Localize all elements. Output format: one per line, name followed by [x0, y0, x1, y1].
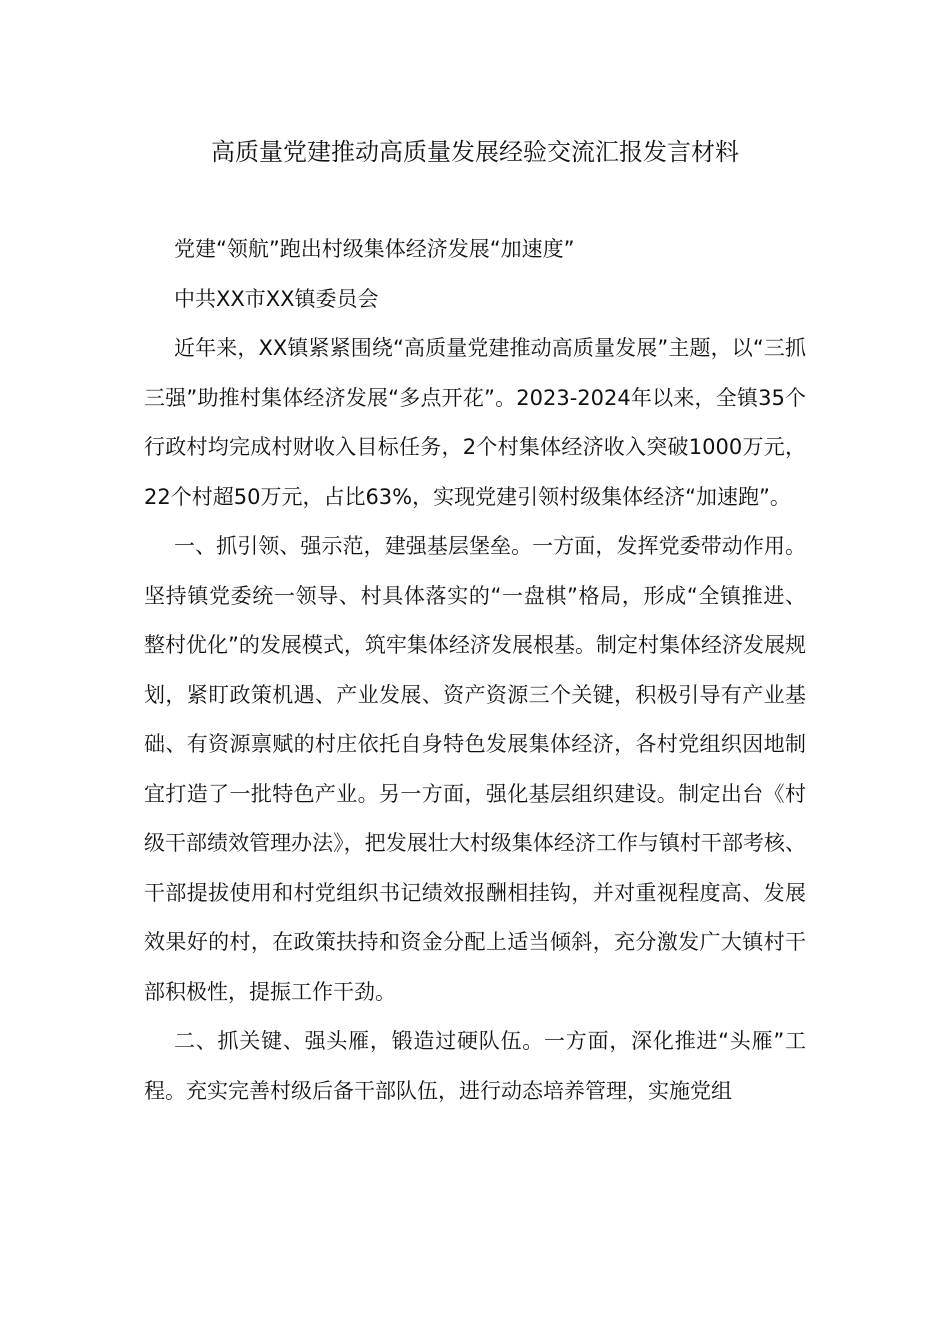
document-body: [144, 225, 806, 1116]
paragraph: 二、抓关键、强头雁，锻造过硬队伍。一方面，深化推进“头雁”工程。充实完善村级后备干部队伍，进行动态培养管理，实施党组: [144, 1029, 806, 1103]
paragraph: 一、抓引领、强示范，建强基层堡垒。一方面，发挥党委带动作用。坚持镇党委统一领导、村具体落实的“一盘棋”格局，形成“全镇推进、整村优化”的发展模式，筑牢集体经济发展根基。制定村集体经济发展规划，紧盯政策机遇、产业发展、资产资源三个关键，积极引导有产业基础、有资源禀赋的村庄依托自身特色发展集体经济，各村党组织因地制宜打造了一批特色产业。另一方面，强化基层组织建设。制定出台《村级干部绩效管理办法》，把发展壮大村级集体经济工作与镇村干部考核、干部提拔使用和村党组织书记绩效报酬相挂钩，并对重视程度高、发展效果好的村，在政策扶持和资金分配上适当倾斜，充分激发广大镇村干部积极性，提振工作干劲。: [144, 534, 806, 1004]
document-title: 高质量党建推动高质量发展经验交流汇报发言材料: [211, 138, 739, 166]
paragraph: 近年来，XX镇紧紧围绕“高质量党建推动高质量发展”主题，以“三抓三强”助推村集体经济发展“多点开花”。2023-2024年以来，全镇35个行政村均完成村财收入目标任务，2个村集体经济收入突破1000万元，22个村超50万元，占比63%，实现党建引领村级集体经济“加速跑”。: [144, 336, 806, 509]
document-author: 中共XX市XX镇委员会: [174, 286, 379, 311]
document-subtitle: 党建“领航”跑出村级集体经济发展“加速度”: [174, 237, 575, 261]
